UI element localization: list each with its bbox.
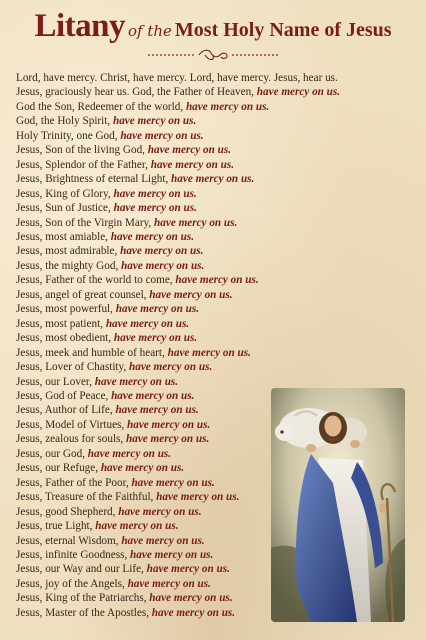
litany-line [16, 216, 416, 230]
litany-line [16, 143, 416, 157]
invocation-text: Jesus, our Refuge, [16, 462, 101, 475]
response-text: have mercy on us. [121, 259, 205, 272]
invocation-text: Jesus, our Way and our Life, [16, 563, 147, 576]
page-title [0, 8, 426, 45]
invocation-text: Jesus, good Shepherd, [16, 505, 119, 518]
litany-line [16, 273, 416, 287]
response-text: have mercy on us. [110, 230, 195, 243]
invocation-text: Jesus, the mighty God, [16, 259, 122, 272]
response-text: have mercy on us. [185, 100, 270, 113]
invocation-text: Jesus, most patient, [16, 317, 106, 330]
response-text: have mercy on us. [127, 577, 211, 590]
response-text: have mercy on us. [150, 158, 234, 171]
response-text: have mercy on us. [130, 548, 214, 561]
litany-line [16, 100, 416, 114]
response-text: have mercy on us. [111, 389, 195, 402]
response-text: have mercy on us. [149, 592, 233, 605]
invocation-text: Jesus, Model of Virtues, [16, 418, 127, 431]
response-text: have mercy on us. [113, 332, 198, 345]
invocation-text: Jesus, King of Glory, [16, 187, 114, 200]
response-text: have mercy on us. [146, 563, 230, 576]
invocation-text: Jesus, Son of the Virgin Mary, [16, 216, 155, 229]
response-text: have mercy on us. [129, 361, 213, 374]
good-shepherd-picture [271, 388, 405, 622]
invocation-text: Jesus, Splendor of the Father, [16, 158, 151, 171]
litany-line [16, 172, 416, 186]
response-text: have mercy on us. [94, 375, 179, 388]
invocation-text: Jesus, most admirable, [16, 245, 121, 258]
invocation-text: Jesus, our God, [16, 447, 88, 460]
response-text: have mercy on us. [113, 187, 197, 200]
response-text: have mercy on us. [156, 491, 240, 504]
litany-line [16, 158, 416, 172]
response-text: have mercy on us. [127, 418, 211, 431]
response-text: have mercy on us. [167, 346, 251, 359]
response-text: have mercy on us. [115, 303, 200, 316]
invocation-text: Jesus, most powerful, [16, 303, 116, 316]
response-text: have mercy on us. [105, 317, 190, 330]
litany-line [16, 259, 416, 273]
title-ornament-divider [145, 48, 281, 62]
title-litany: Litany [34, 8, 125, 44]
litany-line [16, 114, 416, 128]
response-text: have mercy on us. [126, 433, 210, 446]
litany-line [16, 187, 416, 201]
response-text: have mercy on us. [118, 505, 202, 518]
invocation-text: Jesus, Sun of Justice, [16, 202, 114, 215]
invocation-text: Jesus, God of Peace, [16, 389, 112, 402]
litany-opening: Lord, have mercy. Christ, have mercy. Lord, have mercy. Jesus, hear us. [16, 72, 338, 84]
good-shepherd-image [271, 388, 405, 622]
litany-line [16, 346, 416, 360]
response-text: have mercy on us. [256, 86, 341, 99]
invocation-text: Jesus, our Lover, [16, 375, 95, 388]
title-name: Most Holy Name of Jesus [174, 19, 392, 41]
response-text: have mercy on us. [120, 129, 204, 142]
invocation-text: Jesus, eternal Wisdom, [16, 534, 122, 547]
litany-line [16, 288, 416, 302]
invocation-text: Holy Trinity, one God, [16, 129, 121, 142]
invocation-text: Jesus, King of the Patriarchs, [16, 592, 150, 605]
invocation-text: Jesus, meek and humble of heart, [16, 346, 168, 359]
litany-line [16, 85, 416, 99]
response-text: have mercy on us. [121, 534, 205, 547]
response-text: have mercy on us. [95, 520, 179, 533]
response-text: have mercy on us. [112, 115, 197, 128]
invocation-text: Jesus, Author of Life, [16, 404, 116, 417]
response-text: have mercy on us. [171, 173, 255, 186]
invocation-text: Jesus, most amiable, [16, 230, 111, 243]
response-text: have mercy on us. [120, 245, 204, 258]
invocation-text: Jesus, infinite Goodness, [16, 548, 131, 561]
litany-line [16, 302, 416, 316]
response-text: have mercy on us. [113, 202, 197, 215]
invocation-text: Jesus, Father of the Poor, [16, 476, 132, 489]
response-text: have mercy on us. [115, 404, 199, 417]
invocation-text: God the Son, Redeemer of the world, [16, 100, 186, 113]
invocation-text: Jesus, graciously hear us. God, the Father of Heaven, [16, 86, 257, 99]
invocation-text: God, the Holy Spirit, [16, 115, 113, 128]
invocation-text: Jesus, joy of the Angels, [16, 577, 128, 590]
invocation-text: Jesus, true Light, [16, 520, 96, 533]
response-text: have mercy on us. [154, 216, 238, 229]
litany-line [16, 129, 416, 143]
invocation-text: Jesus, Lover of Chastity, [16, 361, 129, 374]
litany-line [16, 230, 416, 244]
invocation-text: Jesus, Master of the Apostles, [16, 606, 152, 619]
invocation-text: Jesus, zealous for souls, [16, 433, 126, 446]
litany-line [16, 244, 416, 258]
response-text: have mercy on us. [147, 144, 232, 157]
litany-line [16, 317, 416, 331]
litany-line [16, 331, 416, 345]
response-text: have mercy on us. [87, 447, 172, 460]
invocation-text: Jesus, most obedient, [16, 332, 114, 345]
response-text: have mercy on us. [149, 288, 233, 301]
response-text: have mercy on us. [100, 462, 185, 475]
litany-line [16, 375, 416, 389]
invocation-text: Jesus, Son of the living God, [16, 144, 148, 157]
response-text: have mercy on us. [151, 606, 236, 619]
response-text: have mercy on us. [131, 476, 215, 489]
invocation-text: Jesus, Treasure of the Faithful, [16, 491, 157, 504]
invocation-text: Jesus, Brightness of eternal Light, [16, 173, 172, 186]
title-of-the: of the [127, 22, 172, 40]
response-text: have mercy on us. [175, 274, 259, 287]
litany-line [16, 360, 416, 374]
invocation-text: Jesus, Father of the world to come, [16, 274, 176, 287]
invocation-text: Jesus, angel of great counsel, [16, 288, 150, 301]
litany-line [16, 201, 416, 215]
